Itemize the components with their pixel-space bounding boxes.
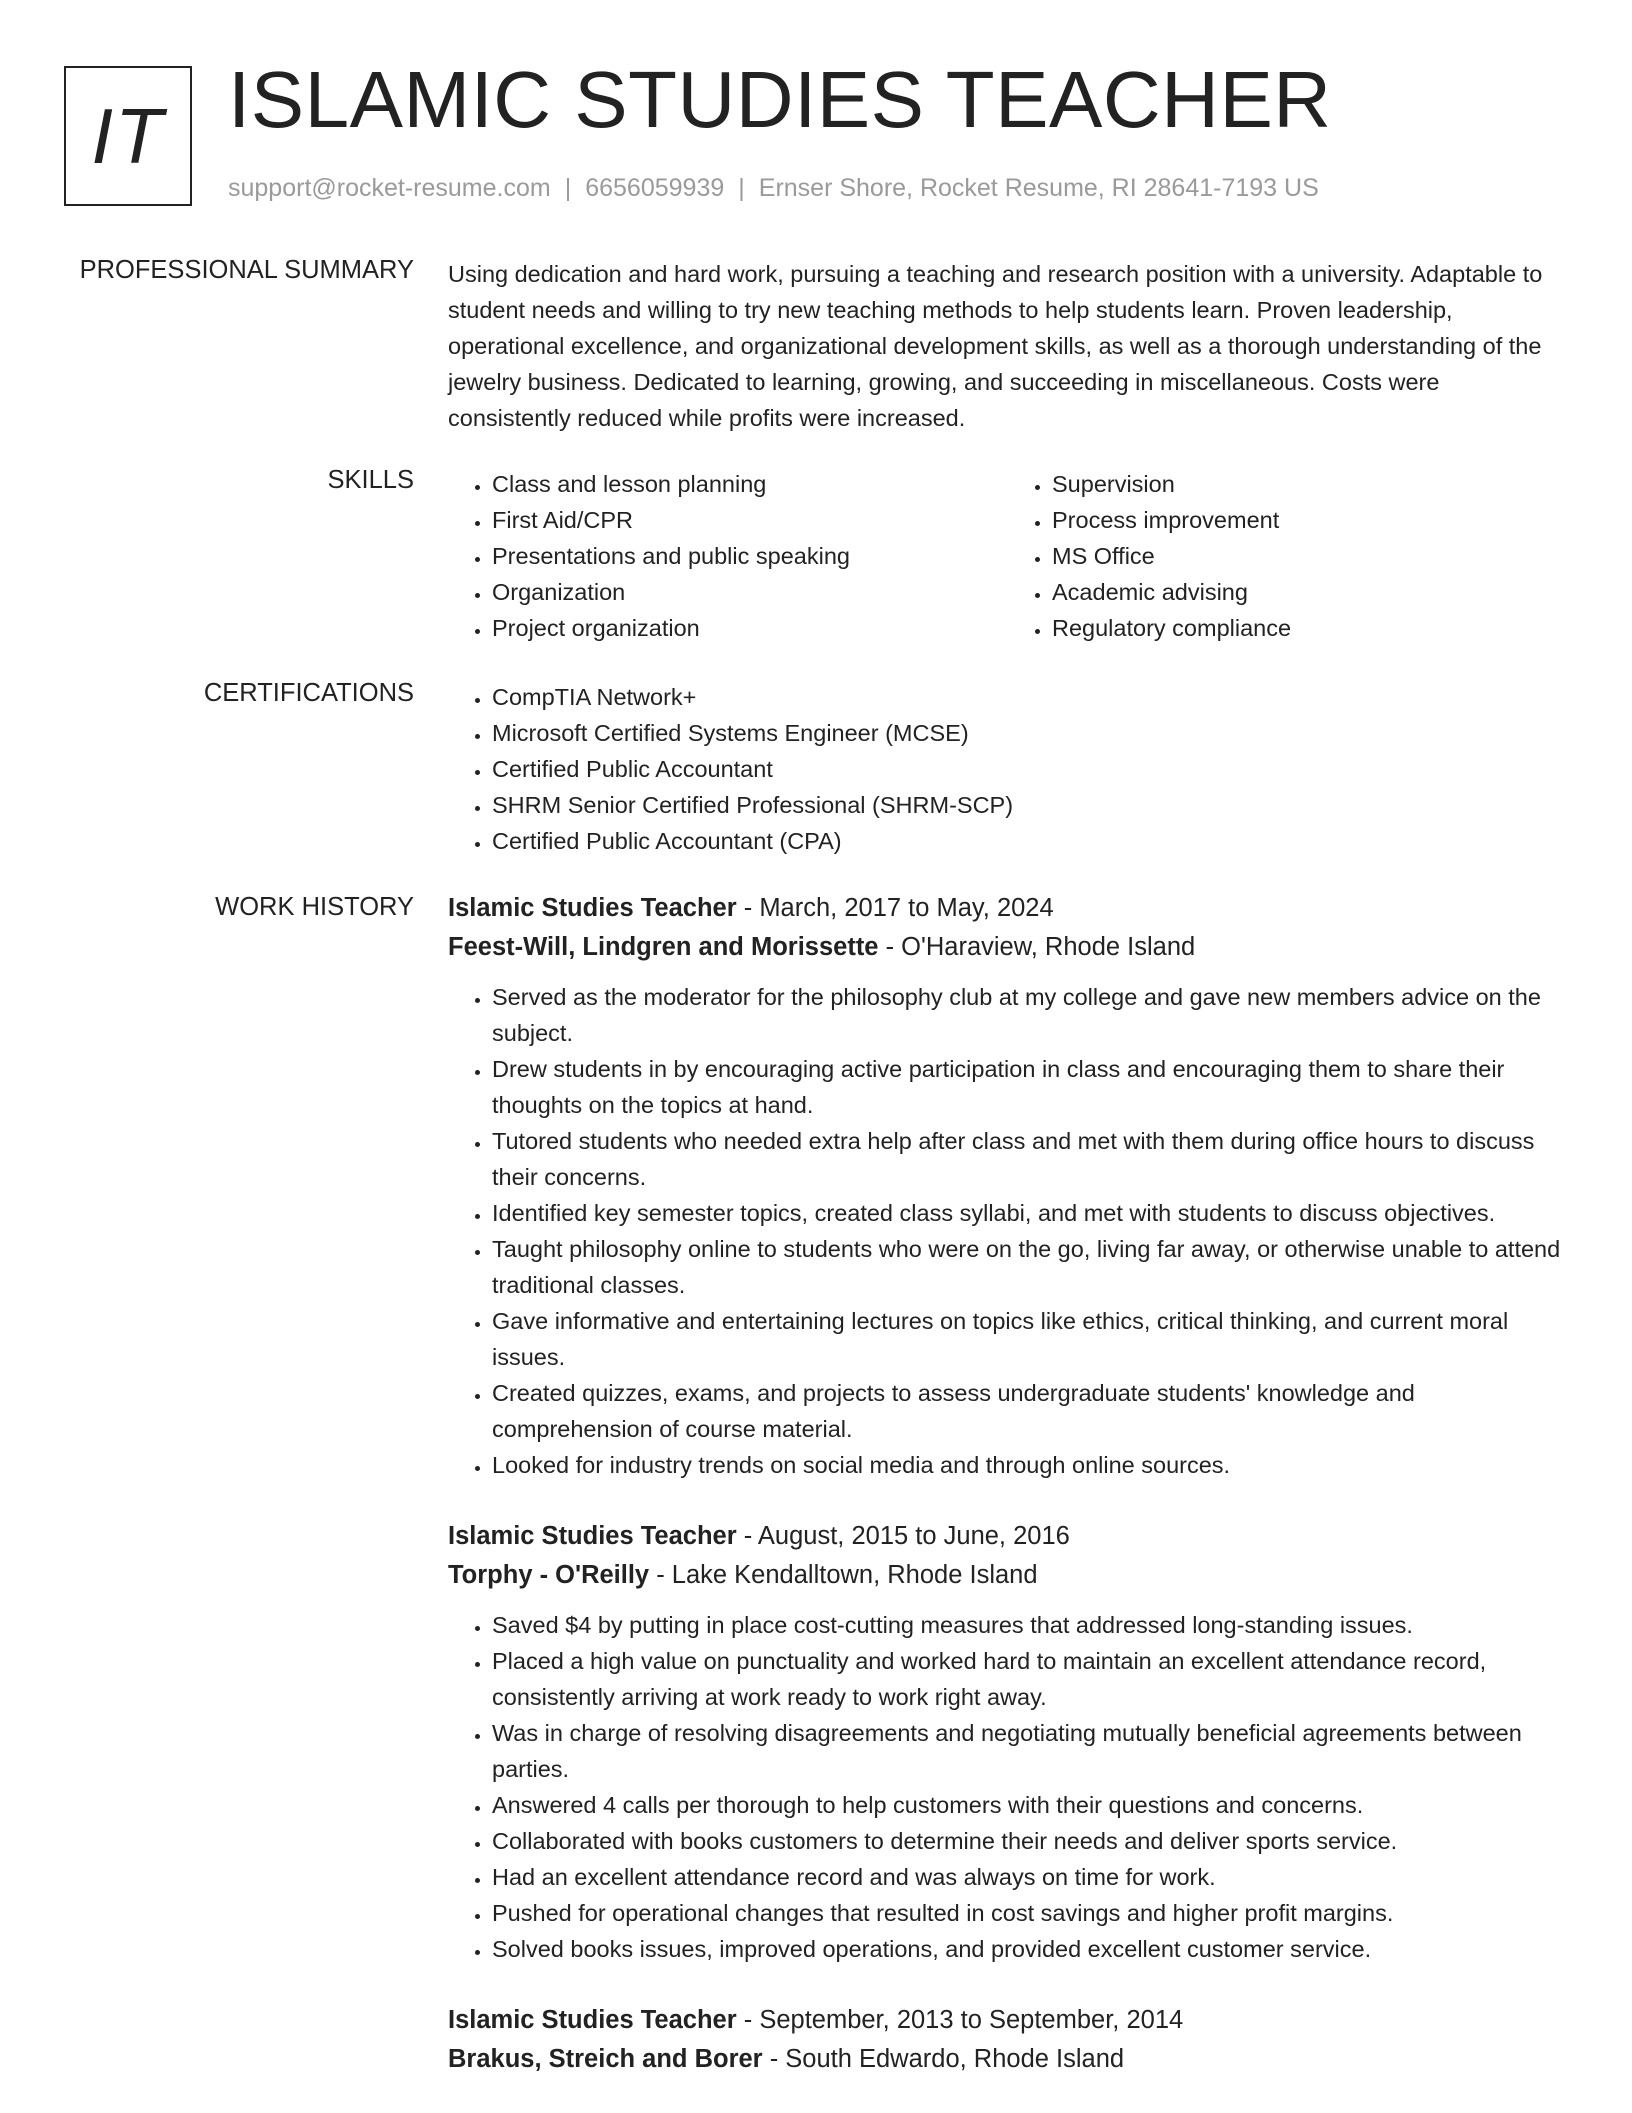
skills-grid [448,466,1568,646]
certification-item: • Certified Public Accountant (CPA) [492,823,1568,859]
job-duty-item: • Was in charge of resolving disagreements and negotiating mutually beneficial agreements between parties. [492,1715,1568,1787]
job-company: Torphy - O'Reilly [448,1561,650,1589]
resume-title: ISLAMIC STUDIES TEACHER [228,55,1332,144]
contact-address: Ernser Shore, Rocket Resume, RI 28641-7193 US [758,174,1319,202]
job-duty-item: • Taught philosophy online to students who were on the go, living far away, or otherwise unable to attend traditional classes. [492,1231,1568,1303]
skill-item: • Regulatory compliance [1052,610,1568,646]
contact-line [228,174,1319,203]
job-duty-item: • Identified key semester topics, created class syllabi, and met with students to discuss objectives. [492,1195,1568,1231]
job-entry [448,889,1568,1483]
job-title-line [448,1517,1568,1556]
job-duty-item: • Gave informative and entertaining lectures on topics like ethics, critical thinking, and current moral issues. [492,1303,1568,1375]
work-history-section [448,889,1568,2113]
contact-email[interactable]: support@rocket-resume.com [228,174,551,202]
job-location: - O'Haraview, Rhode Island [878,933,1196,961]
skill-item: • First Aid/CPR [492,502,1008,538]
job-duty-item: • Collaborated with books customers to determine their needs and deliver sports service. [492,1823,1568,1859]
contact-separator: | [564,174,572,202]
job-entry [448,1517,1568,1967]
certification-item: • SHRM Senior Certified Professional (SHRM-SCP) [492,787,1568,823]
job-duty-item: • Created quizzes, exams, and projects to assess undergraduate students' knowledge and comprehension of course material. [492,1375,1568,1447]
job-entry [448,2001,1568,2079]
skill-item: • Presentations and public speaking [492,538,1008,574]
job-title-line [448,889,1568,928]
skills-column-left [448,466,1008,646]
skill-item: • Supervision [1052,466,1568,502]
certification-item: • CompTIA Network+ [492,679,1568,715]
job-duty-item: • Drew students in by encouraging active participation in class and encouraging them to share their thoughts on the topics at hand. [492,1051,1568,1123]
section-label-certifications: CERTIFICATIONS [203,679,414,707]
job-duty-item: • Placed a high value on punctuality and worked hard to maintain an excellent attendance record, consistently arriving at work ready to work right away. [492,1643,1568,1715]
job-dates: - March, 2017 to May, 2024 [736,894,1054,922]
skill-item: • Project organization [492,610,1008,646]
job-title: Islamic Studies Teacher [448,2006,737,2034]
summary-section [448,256,1568,436]
job-title: Islamic Studies Teacher [448,894,737,922]
contact-separator: | [738,174,745,202]
job-company-line [448,2040,1568,2079]
skill-item: • Process improvement [1052,502,1568,538]
job-title: Islamic Studies Teacher [448,1522,737,1550]
job-duty-item: • Solved books issues, improved operations, and provided excellent customer service. [492,1931,1568,1967]
job-dates: - September, 2013 to September, 2014 [736,2006,1184,2034]
monogram-box [64,66,192,206]
job-duties-list [448,1607,1568,1967]
skill-item: • Class and lesson planning [492,466,1008,502]
job-duty-item: • Served as the moderator for the philosophy club at my college and gave new members advice on the subject. [492,979,1568,1051]
skills-section [448,466,1568,646]
skills-column-right [1008,466,1568,646]
certifications-list [448,679,1568,859]
summary-text: Using dedication and hard work, pursuing a teaching and research position with a university. Adaptable to student needs and willing to try new teaching methods to help students learn. Proven leadership, operational excellence, and organizational development skills, as well as a thorough understanding of the jewelry business. Dedicated to learning, growing, and succeeding in miscellaneous. Costs were consistently reduced while profits were increased. [448,261,1543,431]
certification-item: • Certified Public Accountant [492,751,1568,787]
job-duty-item: • Had an excellent attendance record and was always on time for work. [492,1859,1568,1895]
job-duty-item: • Looked for industry trends on social media and through online sources. [492,1447,1568,1483]
job-title-line [448,2001,1568,2040]
job-location: - Lake Kendalltown, Rhode Island [649,1561,1038,1589]
job-company: Brakus, Streich and Borer [448,2045,763,2073]
job-company-line [448,1556,1568,1595]
job-duty-item: • Tutored students who needed extra help after class and met with them during office hours to discuss their concerns. [492,1123,1568,1195]
contact-phone[interactable]: 6656059939 [585,174,725,202]
section-label-skills: SKILLS [327,466,414,494]
skill-item: • Organization [492,574,1008,610]
job-company-line [448,928,1568,967]
certifications-section [448,679,1568,859]
job-duty-item: • Pushed for operational changes that resulted in cost savings and higher profit margins. [492,1895,1568,1931]
certification-item: • Microsoft Certified Systems Engineer (MCSE) [492,715,1568,751]
section-label-work-history: WORK HISTORY [215,893,414,921]
job-company: Feest-Will, Lindgren and Morissette [448,933,879,961]
job-dates: - August, 2015 to June, 2016 [736,1522,1070,1550]
job-duties-list [448,979,1568,1483]
job-duty-item: • Answered 4 calls per thorough to help customers with their questions and concerns. [492,1787,1568,1823]
monogram-initials: IT [91,91,165,180]
job-duty-item: • Saved $4 by putting in place cost-cutting measures that addressed long-standing issues. [492,1607,1568,1643]
section-label-summary: PROFESSIONAL SUMMARY [79,256,414,284]
skill-item: • Academic advising [1052,574,1568,610]
skill-item: • MS Office [1052,538,1568,574]
job-location: - South Edwardo, Rhode Island [762,2045,1125,2073]
